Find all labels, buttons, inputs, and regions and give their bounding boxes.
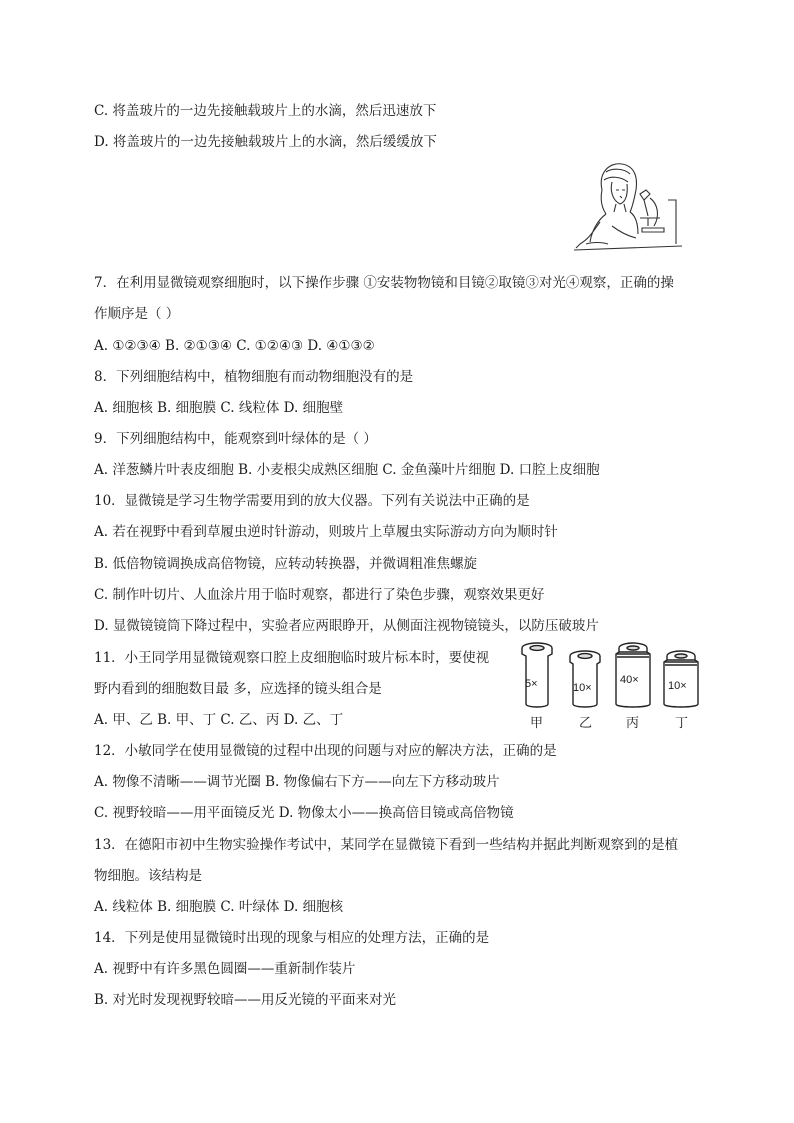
q10-stem: 10．显微镜是学习生物学需要用到的放大仪器。下列有关说法中正确的是 [94, 493, 530, 509]
lens-bing-magnification: 40× [620, 674, 639, 686]
q10-option-d: D. 显微镜镜筒下降过程中，实验者应两眼睁开，从侧面注视物镜镜头，以防压破玻片 [94, 618, 599, 634]
q11-stem-line1: 11．小王同学用显微镜观察口腔上皮细胞临时玻片标本时，要使视 [94, 650, 490, 666]
q13-options: A. 线粒体 B. 细胞膜 C. 叶绿体 D. 细胞核 [94, 899, 344, 915]
q12-options-cd: C. 视野较暗——用平面镜反光 D. 物像太小——换高倍目镜或高倍物镜 [94, 805, 514, 821]
q8-stem: 8．下列细胞结构中，植物细胞有而动物细胞没有的是 [94, 369, 414, 385]
lens-ding-label: 丁 [675, 716, 689, 731]
lens-jia-magnification: 5× [525, 678, 538, 690]
q8-options: A. 细胞核 B. 细胞膜 C. 线粒体 D. 细胞壁 [94, 400, 344, 416]
student-microscope-illustration [572, 160, 684, 252]
q7-options: A. ①②③④ B. ②①③④ C. ①②④③ D. ④①③② [94, 338, 375, 354]
q13-stem-line1: 13．在德阳市初中生物实验操作考试中，某同学在显微镜下看到一些结构并据此判断观察到的是植 [94, 837, 679, 853]
lens-drawings [515, 640, 705, 712]
q10-option-b: B. 低倍物镜调换成高倍物镜，应转动转换器，并微调粗准焦螺旋 [94, 556, 478, 572]
q6-option-c: C. 将盖玻片的一边先接触载玻片上的水滴，然后迅速放下 [94, 103, 437, 119]
q12-stem: 12．小敏同学在使用显微镜的过程中出现的问题与对应的解决方法，正确的是 [94, 743, 557, 759]
q12-options-ab: A. 物像不清晰——调节光圈 B. 物像偏右下方——向左下方移动玻片 [94, 774, 500, 790]
lens-yi-magnification: 10× [573, 682, 592, 694]
q10-option-c: C. 制作叶切片、人血涂片用于临时观察，都进行了染色步骤，观察效果更好 [94, 587, 545, 603]
lens-bing-label: 丙 [626, 716, 640, 731]
q10-option-a: A. 若在视野中看到草履虫逆时针游动，则玻片上草履虫实际游动方向为顺时针 [94, 524, 558, 540]
q7-stem-line2: 作顺序是（ ） [94, 306, 180, 322]
q14-stem: 14．下列是使用显微镜时出现的现象与相应的处理方法，正确的是 [94, 930, 490, 946]
q7-stem-line1: 7．在利用显微镜观察细胞时，以下操作步骤 ①安装物物镜和目镜②取镜③对光④观察，正确的操 [94, 275, 674, 291]
q6-option-d: D. 将盖玻片的一边先接触载玻片上的水滴，然后缓缓放下 [94, 134, 437, 150]
q14-option-a: A. 视野中有许多黑色圆圈——重新制作装片 [94, 961, 356, 977]
q14-option-b: B. 对光时发现视野较暗——用反光镜的平面来对光 [94, 992, 397, 1008]
lens-ding-magnification: 10× [668, 680, 687, 692]
q11-stem-line2: 野内看到的细胞数目最 多，应选择的镜头组合是 [94, 681, 382, 697]
q9-stem: 9．下列细胞结构中，能观察到叶绿体的是（ ） [94, 431, 377, 447]
lens-yi-label: 乙 [579, 716, 593, 731]
lens-jia-label: 甲 [530, 716, 544, 731]
lens-figure [515, 640, 705, 730]
q13-stem-line2: 物细胞。该结构是 [94, 868, 202, 884]
q9-options: A. 洋葱鳞片叶表皮细胞 B. 小麦根尖成熟区细胞 C. 金鱼藻叶片细胞 D. 口腔上皮细胞 [94, 462, 600, 478]
q11-options: A. 甲、乙 B. 甲、丁 C. 乙、丙 D. 乙、丁 [94, 712, 344, 728]
